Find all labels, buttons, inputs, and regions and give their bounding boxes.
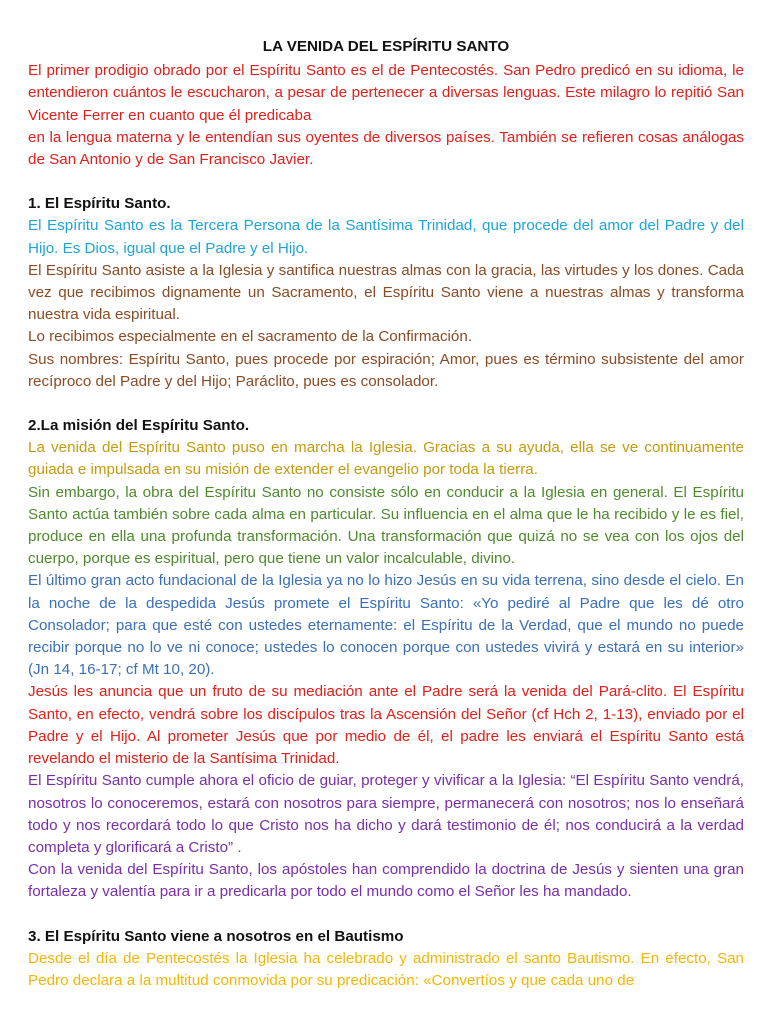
section-2-paragraph: Jesús les anuncia que un fruto de su mediación ante el Padre será la venida del Pará-clito. El Espíritu Santo, en efecto, vendrá sobre los discípulos tras la Ascensión del Señor (cf Hch 2, 1-13), enviado por el Padre y el Hijo. Al prometer Jesús que por medio de él, el padre les enviará el Espíritu Santo está revelando el misterio de la Santísima Trinidad. [28,683,744,768]
section-2-paragraph: La venida del Espíritu Santo puso en marcha la Iglesia. Gracias a su ayuda, ella se ve continuamente guiada e impulsada en su misión de extender el evangelio por toda la tierra. [28,439,744,479]
intro-paragraph: El primer prodigio obrado por el Espíritu Santo es el de Pentecostés. San Pedro predicó en su idioma, le entendieron cuántos le escucharon, a pesar de pertenecer a diversas lenguas. Este milagro lo repitió San Vicente Ferrer en cuanto que él predicaba [28,62,744,124]
section-2-paragraph: Sin embargo, la obra del Espíritu Santo no consiste sólo en conducir a la Iglesia en general. El Espíritu Santo actúa también sobre cada alma en particular. Su influencia en el alma que le ha recibido y le es fiel, produce en ella una profunda transformación. Una transformación que quizá no se vea con los ojos del cuerpo, porque es espiritual, pero que tiene un valor incalculable, divino. [28,483,744,568]
section-3-paragraph: Desde el día de Pentecostés la Iglesia ha celebrado y administrado el santo Bautismo. En efecto, San Pedro declara a la multitud conmovida por su predicación: «Convertíos y que cada uno de [28,949,744,989]
section-1-heading: 1. El Espíritu Santo. [28,195,171,213]
document-title: LA VENIDA DEL ESPÍRITU SANTO [262,38,510,55]
section-3-heading: 3. El Espíritu Santo viene a nosotros en el Bautismo [28,927,404,945]
section-2-paragraph: El Espíritu Santo cumple ahora el oficio de guiar, proteger y vivificar a la Iglesia: “El Espíritu Santo vendrá, nosotros lo conoceremos, estará con nosotros para siempre, permanecerá con nosotros; nos lo enseñará todo y nos recordará todo lo que Cristo nos ha dicho y dará testimonio de él; nos conducirá a la verdad completa y glorificará a Cristo” . [28,772,744,856]
section-2-paragraph: El último gran acto fundacional de la Iglesia ya no lo hizo Jesús en su vida terrena, sino desde el cielo. En la noche de la despedida Jesús promete el Espíritu Santo: «Yo pediré al Padre que les dé otro Consolador; para que esté con ustedes eternamente: el Espíritu de la Verdad, que el mundo no puede recibir porque no lo ve ni conoce; ustedes lo conocen porque con ustedes vivirá y estará en su interior» (Jn 14, 16-17; cf Mt 10, 20). [28,572,744,679]
section-2-heading: 2.La misión del Espíritu Santo. [28,417,250,435]
section-1-paragraph: Lo recibimos especialmente en el sacramento de la Confirmación. [28,328,473,346]
intro-paragraph-continued: en la lengua materna y le entendían sus oyentes de diversos países. También se refieren cosas análogas de San Antonio y de San Francisco Javier. [28,128,744,169]
section-1-paragraph: El Espíritu Santo asiste a la Iglesia y santifica nuestras almas con la gracia, las virtudes y los dones. Cada vez que recibimos dignamente un Sacramento, el Espíritu Santo viene a nuestras almas y transforma nuestra vida espiritual. [28,261,744,324]
section-1-paragraph: Sus nombres: Espíritu Santo, pues procede por espiración; Amor, pues es término subsistente del amor recíproco del Padre y del Hijo; Paráclito, pues es consolador. [28,350,744,390]
section-2-paragraph: Con la venida del Espíritu Santo, los apóstoles han comprendido la doctrina de Jesús y sienten una gran fortaleza y valentía para ir a predicarla por todo el mundo como el Señor les ha mandado. [28,861,744,901]
section-1-paragraph: El Espíritu Santo es la Tercera Persona de la Santísima Trinidad, que procede del amor del Padre y del Hijo. Es Dios, igual que el Padre y el Hijo. [28,217,744,257]
